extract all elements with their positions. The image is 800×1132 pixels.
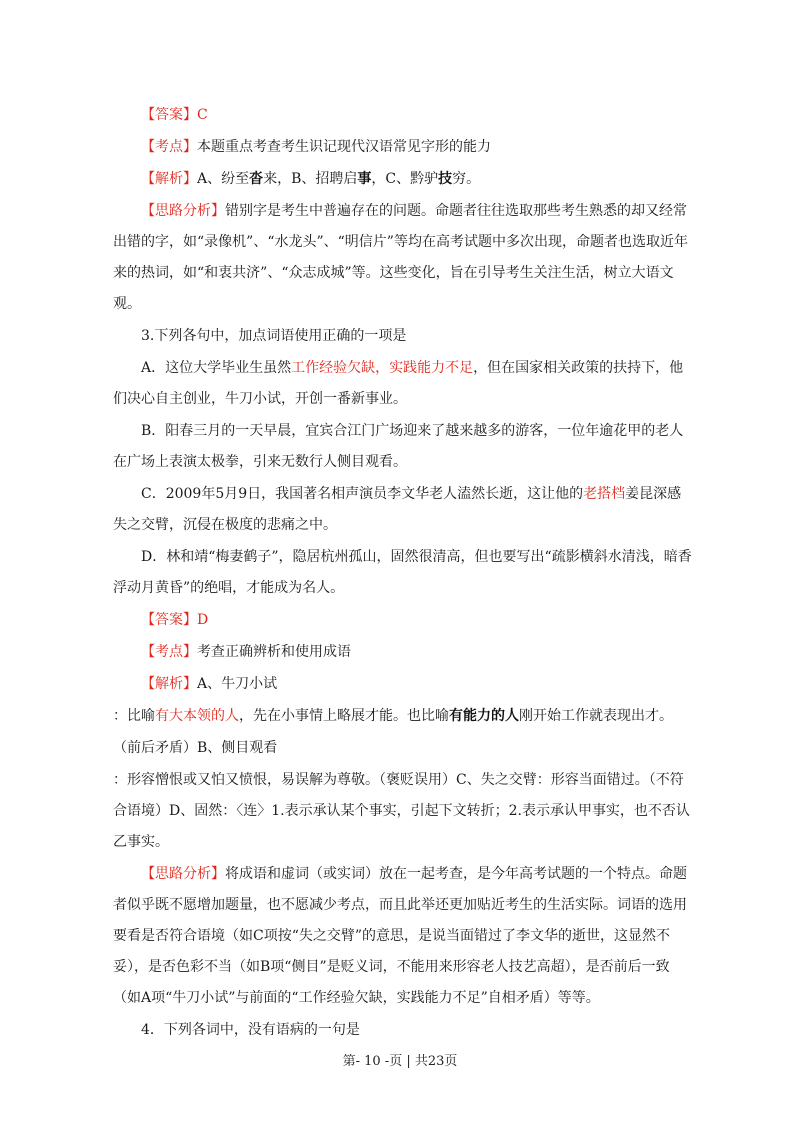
question-3-stem: 3.下列各句中，加点词语使用正确的一项是 (141, 328, 407, 344)
q3-option-a: A．这位大学毕业生虽然工作经验欠缺，实践能力不足，但在国家相关政策的扶持下，他们决心自主创业，牛刀小试，开创一番新事业。 (113, 360, 684, 407)
point-tag: 【考点】 (141, 139, 197, 155)
q3-option-b: B．阳春三月的一天早晨，宜宾合江门广场迎来了越来越多的游客，一位年逾花甲的老人在广场上表演太极拳，引来无数行人侧目观看。 (113, 423, 684, 470)
page-footer: 第- 10 -页 | 共23页 (342, 1054, 458, 1069)
point-text: 本题重点考查考生识记现代汉语常见字形的能力 (197, 139, 491, 155)
idea-paragraph-2: 【思路分析】将成语和虚词（或实词）放在一起考查，是今年高考试题的一个特点。命题者似乎既不愿增加题量，也不愿减少考点，而且此举还更加贴近考生的生活实际。词语的选用要看是否符合语境（如C项按“失之交臂”的意思，是说当面错过了李文华的逝世，这显然不妥），是否色彩不当（如B项“侧目”是贬义词，不能用来形容老人技艺高超），是否前后一致（如A项“牛刀小试”与前面的“工作经验欠缺，实践能力不足”自相矛盾）等等。 (113, 866, 687, 1006)
answer-line (113, 100, 693, 131)
q3-option-c: C．2009年5月9日，我国著名相声演员李文华老人溘然长逝，这让他的老搭档姜昆深感失之交臂，沉侵在极度的悲痛之中。 (113, 486, 682, 533)
analysis-line-2: 【解析】A、牛刀小试 (141, 676, 278, 692)
q3-option-d: D．林和靖“梅妻鹤子”，隐居杭州孤山，固然很清高，但也要写出“疏影横斜水清浅，暗香浮动月黄昏”的绝唱，才能成为名人。 (113, 549, 692, 596)
analysis-line: 【解析】A、纷至沓来，B、招聘启事，C、黔驴技穷。 (141, 171, 481, 187)
analysis-detail-3: ：形容憎恨或又怕又愤恨，易误解为尊敬。（褒贬误用）C、失之交臂：形容当面错过。（不符合语境）D、固然：〈连〉1.表示承认某个事实，引起下文转折；2.表示承认甲事实，也不否认乙事实。 (113, 772, 690, 850)
answer-value: C (197, 107, 208, 123)
question-4-stem: 4．下列各词中，没有语病的一句是 (141, 1022, 360, 1038)
idea-paragraph: 【思路分析】错别字是考生中普遍存在的问题。命题者往往选取那些考生熟悉的却又经常出错的字，如“录像机”、“水龙头”、“明信片”等均在高考试题中多次出现，命题者也选取近年来的热词，如“和衷共济”、“众志成城”等。这些变化，旨在引导考生关注生活，树立大语文观。 (113, 203, 688, 312)
analysis-detail-2: （前后矛盾）B、侧目观看 (113, 740, 278, 756)
idea-tag: 【思路分析】 (141, 203, 225, 219)
point-line-2: 【考点】考查正确辨析和使用成语 (141, 644, 351, 660)
analysis-tag: 【解析】 (141, 171, 197, 187)
answer-tag: 【答案】 (141, 107, 197, 123)
document-body (113, 100, 693, 1047)
answer-line-2: 【答案】D (141, 612, 209, 628)
analysis-detail-1: ：比喻有大本领的人，先在小事情上略展才能。也比喻有能力的人刚开始工作就表现出才。 (113, 708, 673, 724)
point-line (113, 132, 693, 163)
